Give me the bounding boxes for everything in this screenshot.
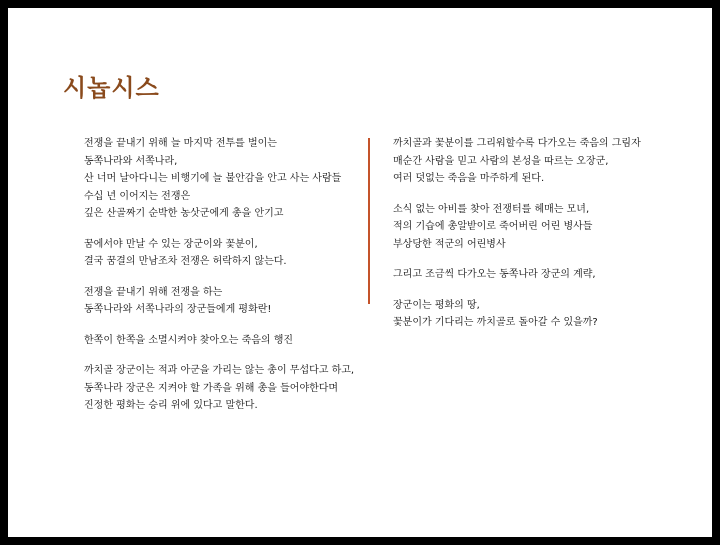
text-line: 동쪽나라와 서쪽나라의 장군들에게 평화란! <box>84 304 272 315</box>
text-line: 까치골 장군이는 적과 아군을 가리는 않는 총이 무섭다고 하고, <box>84 365 355 376</box>
text-line: 결국 꿈결의 만남조차 전쟁은 허락하지 않는다. <box>84 256 287 267</box>
text-line: 매순간 사람을 믿고 사람의 본성을 따르는 오장군, <box>393 155 609 167</box>
left-paragraph-5 <box>84 362 364 415</box>
text-line: 꽃분이가 기다리는 까치골로 돌아갈 수 있을까? <box>393 317 598 328</box>
text-line: 적의 기습에 총알받이로 죽어버린 어린 병사들 <box>393 221 593 232</box>
left-paragraph-2 <box>84 236 364 271</box>
text-line: 전쟁을 끝내기 위해 전쟁을 하는 <box>84 286 223 298</box>
right-column <box>393 135 693 345</box>
text-line: 한쪽이 한쪽을 소멸시켜야 찾아오는 죽음의 행진 <box>84 334 294 346</box>
text-line: 깊은 산골짜기 순박한 농삿군에게 총을 안기고 <box>84 208 284 219</box>
left-column <box>84 135 364 428</box>
text-line: 장군이는 평화의 땅, <box>393 299 480 311</box>
left-paragraph-3 <box>84 284 364 319</box>
page-title: 시놉시스 <box>63 74 160 102</box>
text-line: 수십 년 이어지는 전쟁은 <box>84 190 191 202</box>
text-line: 소식 없는 아비를 찾아 전쟁터를 헤매는 모녀, <box>393 203 590 215</box>
text-line: 여러 덧없는 죽음을 마주하게 된다. <box>393 173 545 184</box>
left-paragraph-1 <box>84 135 364 223</box>
slide-page <box>8 8 712 537</box>
left-paragraph-4 <box>84 332 364 350</box>
text-line: 그리고 조금씩 다가오는 동쪽나라 장군의 계략, <box>393 269 596 280</box>
text-line: 꿈에서야 만날 수 있는 장군이와 꽃분이, <box>84 238 258 250</box>
text-line: 진정한 평화는 승리 위에 있다고 말한다. <box>84 400 258 411</box>
text-line: 동쪽나라와 서쪽나라, <box>84 155 178 167</box>
text-line: 부상당한 적군의 어린병사 <box>393 238 506 250</box>
right-paragraph-1 <box>393 135 693 188</box>
text-line: 전쟁을 끝내기 위해 늘 마지막 전투를 벌이는 <box>84 138 277 149</box>
text-line: 까치골과 꽃분이를 그리워할수록 다가오는 죽음의 그림자 <box>393 138 641 149</box>
right-paragraph-3 <box>393 266 693 284</box>
right-paragraph-2 <box>393 201 693 254</box>
text-line: 동쪽나라 장군은 지켜야 할 가족을 위해 총을 들어야한다며 <box>84 382 339 394</box>
right-paragraph-4 <box>393 297 693 332</box>
column-divider <box>368 138 370 304</box>
text-line: 산 너머 날아다니는 비행기에 늘 불안감을 안고 사는 사람들 <box>84 173 342 184</box>
